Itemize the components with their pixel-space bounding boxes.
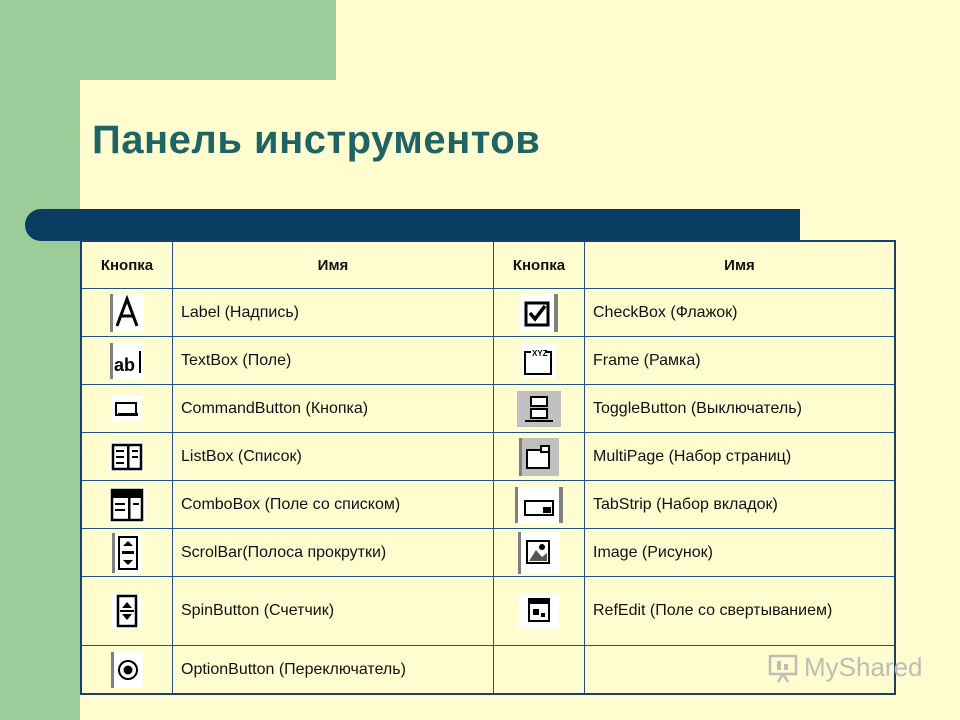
title-underline-bar [25, 209, 800, 241]
list-item: RefEdit (Поле со свертыванием) [585, 577, 896, 646]
list-item: ScrolBar(Полоса прокрутки) [173, 529, 494, 577]
table-row [81, 385, 895, 433]
checkbox-icon [520, 294, 558, 332]
watermark-text: MyShared [804, 652, 923, 682]
list-item: ToggleButton (Выключатель) [585, 385, 896, 433]
svg-text:ab: ab [114, 354, 136, 375]
list-item: MultiPage (Набор страниц) [585, 433, 896, 481]
table-row [81, 577, 895, 646]
table-header-row [81, 241, 895, 289]
optionbutton-icon [111, 652, 143, 688]
list-item: ComboBox (Поле со списком) [173, 481, 494, 529]
header-button-1: Кнопка [81, 241, 173, 289]
table-row [81, 529, 895, 577]
background-green-strip [0, 0, 80, 720]
table-row [81, 289, 895, 337]
list-item: Image (Рисунок) [585, 529, 896, 577]
list-item: CheckBox (Флажок) [585, 289, 896, 337]
list-item: TabStrip (Набор вкладок) [585, 481, 896, 529]
list-item: SpinButton (Счетчик) [173, 577, 494, 646]
listbox-icon [110, 442, 144, 472]
table-row [81, 433, 895, 481]
toolbox-table [80, 240, 896, 695]
header-button-2: Кнопка [494, 241, 585, 289]
background-green-block [0, 0, 336, 80]
combobox-icon [109, 487, 145, 523]
list-item: OptionButton (Переключатель) [173, 646, 494, 695]
togglebutton-icon [517, 391, 561, 427]
commandbutton-icon [112, 396, 142, 422]
header-name-2: Имя [585, 241, 896, 289]
textbox-icon [110, 343, 144, 379]
list-item: TextBox (Поле) [173, 337, 494, 385]
svg-text:XYZ: XYZ [532, 348, 548, 358]
multipage-icon [519, 438, 559, 476]
image-icon [518, 532, 560, 574]
refedit-icon [519, 593, 559, 629]
spinbutton-icon [112, 593, 142, 629]
label-icon [110, 294, 144, 332]
header-name-1: Имя [173, 241, 494, 289]
list-item: ListBox (Список) [173, 433, 494, 481]
tabstrip-icon [515, 487, 563, 523]
table-row [81, 481, 895, 529]
list-item: CommandButton (Кнопка) [173, 385, 494, 433]
frame-icon [522, 344, 556, 378]
slide-title: Панель инструментов [92, 118, 541, 162]
empty-cell [494, 646, 585, 695]
table-row [81, 337, 895, 385]
presentation-icon [768, 653, 800, 683]
watermark [768, 652, 923, 683]
list-item: Frame (Рамка) [585, 337, 896, 385]
list-item: Label (Надпись) [173, 289, 494, 337]
scrollbar-icon [112, 533, 142, 573]
